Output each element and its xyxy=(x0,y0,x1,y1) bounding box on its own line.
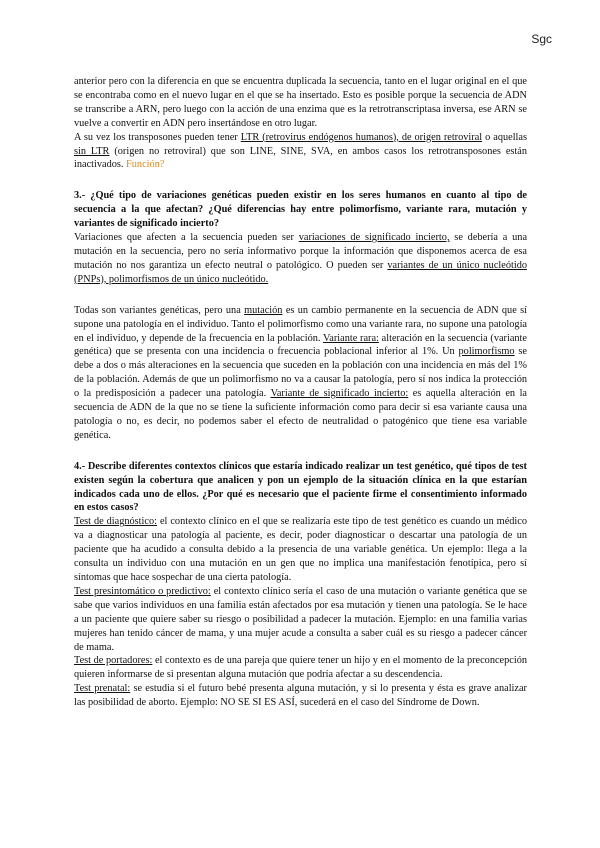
text-span: alteración en la secuencia (variante genética) que se presenta con una incidencia o frecuencia poblacional inferior al 1%. Un xyxy=(74,332,527,358)
text-span: (origen no retroviral) que son LINE, SINE, SVA, en ambos casos los retrotransposones están inactivados. xyxy=(74,145,527,171)
text-span: el contexto clínico en el que se realizaría este tipo de test genético es cuando un médico va a diagnosticar una patología al paciente, es decir, poder diagnosticar o descartar una patología de un paciente que ha acudido a consulta debido a la presencia de una variable genética. Un ejemplo: llega a la consulta un individuo con una mutación en un gen que no implica una manifestación fenotípica, pero sí síntomas que hace sospechar de una cierta patología. xyxy=(74,516,527,583)
paragraph-transposon-types xyxy=(74,131,527,173)
text-span: se debe a dos o más alteraciones en la secuencia que suceden en la población con una incidencia en más del 1% de la población. Además de que un polimorfismo no va a causar la patología, pero sí nos indica la protección o la predisposición a padecer una patología. xyxy=(74,346,527,400)
label-carrier-test: Test de portadores: xyxy=(74,655,153,667)
term-single-nucleotide: variantes de un único nucleótido (PNPs), polimorfismos de un único nucleótido. xyxy=(74,259,528,285)
text-span: el contexto clínico sería el caso de una mutación o variante genética que se sabe que varios individuos en una familia están afectados por esa mutación y tienen una patología. Se le hace a un paciente que quiere saber su riesgo o posibilidad a padecer la mutación. Ejemplo: en una familia varias mujeres han tenido cáncer de mama, y una mujer acude a consulta a saber cuál es su riesgo a padecer cáncer de mama. xyxy=(74,585,527,653)
ltr-term: LTR (retrovirus endógenos humanos), de origen retroviral xyxy=(240,131,483,143)
comment-note: Función? xyxy=(126,159,165,171)
text-span: o aquellas xyxy=(482,131,527,143)
text-span: el contexto es de una pareja que quiere tener un hijo y en el momento de la preconcepción quieren informarse de si presentan alguna mutación que podría afectar a su descendencia. xyxy=(74,655,527,681)
text-span: A su vez los transposones pueden tener xyxy=(74,131,241,143)
paragraph-diagnostic-test xyxy=(74,515,527,585)
term-polymorphism: polimorfismo xyxy=(458,346,515,358)
text-span: es un cambio permanente en la secuencia de ADN que sí supone una patología en el individuo. Tanto el polimorfismo como una variante rara, no supone una patología en el individuo, y depende de la frecuencia en la población. xyxy=(74,304,527,344)
paragraph-carrier-test xyxy=(74,654,527,682)
paragraph-prenatal-test xyxy=(74,682,527,710)
term-rare-variant: Variante rara: xyxy=(323,332,379,344)
label-diagnostic-test: Test de diagnóstico: xyxy=(74,516,157,528)
term-mutation: mutación xyxy=(244,304,283,316)
header-label: Sgc xyxy=(531,32,552,46)
text-span: Todas son variantes genéticas, pero una xyxy=(74,304,245,316)
paragraph-retrotransposition: anterior pero con la diferencia en que se encuentra duplicada la secuencia, tanto en el lugar original en el que se encontraba como en el nuevo lugar en el que se ha insertado. Esto es posible porque la secuencia de ADN se transcribe a ARN, pero luego con la acción de una enzima que es la retrotranscriptasa inversa, ese ARN se vuelve a convertir en ADN pero insertándose en otro lugar. xyxy=(74,76,527,129)
text-span: Variaciones que afecten a la secuencia pueden ser xyxy=(74,232,299,244)
paragraph-variant-definitions xyxy=(74,304,527,443)
question-3-heading: 3.- ¿Qué tipo de variaciones genéticas pueden existir en los seres humanos en cuanto al tipo de secuencia a la que afectan? ¿Qué diferencias hay entre polimorfismo, variante rara, mutación y variantes de significado incierto? xyxy=(74,190,527,230)
term-uncertain-significance: variaciones de significado incierto, xyxy=(298,232,450,244)
label-predictive-test: Test presintomático o predictivo: xyxy=(74,585,211,597)
term-uncertain-variant: Variante de significado incierto: xyxy=(270,388,409,400)
page-content xyxy=(74,75,527,710)
label-prenatal-test: Test prenatal: xyxy=(74,683,131,695)
question-4-heading: 4.- Describe diferentes contextos clínicos que estaría indicado realizar un test genético, qué tipos de test existen según la cobertura que analicen y pon un ejemplo de la situación clínica en la que estarían indicados cada uno de ellos. ¿Por qué es necesario que el paciente firme el consentimiento informado en estos casos? xyxy=(74,460,527,514)
text-span: se estudia si el futuro bebé presenta alguna mutación, y si lo presenta y ésta es grave analizar las posibilidad de aborto. Ejemplo: NO SE SI ES ASÍ, sucederá en el caso del Síndrome de Down. xyxy=(74,683,527,709)
sin-ltr-term: sin LTR xyxy=(74,145,110,157)
paragraph-variation-types xyxy=(74,231,527,287)
text-span: es aquella alteración en la secuencia de ADN de la que no se tiene la suficiente información como para decir si esa variante causa una patología o no, es decir, no podemos saber el efecto de neutralidad o patogénico que tiene esa variable genética. xyxy=(74,388,528,441)
paragraph-predictive-test xyxy=(74,585,527,655)
text-span: se debería a una mutación en la secuencia, pero no sería informativo porque la información que disponemos acerca de esa mutación no nos garantiza un efecto neutral o patológico. O pueden ser xyxy=(74,232,528,271)
